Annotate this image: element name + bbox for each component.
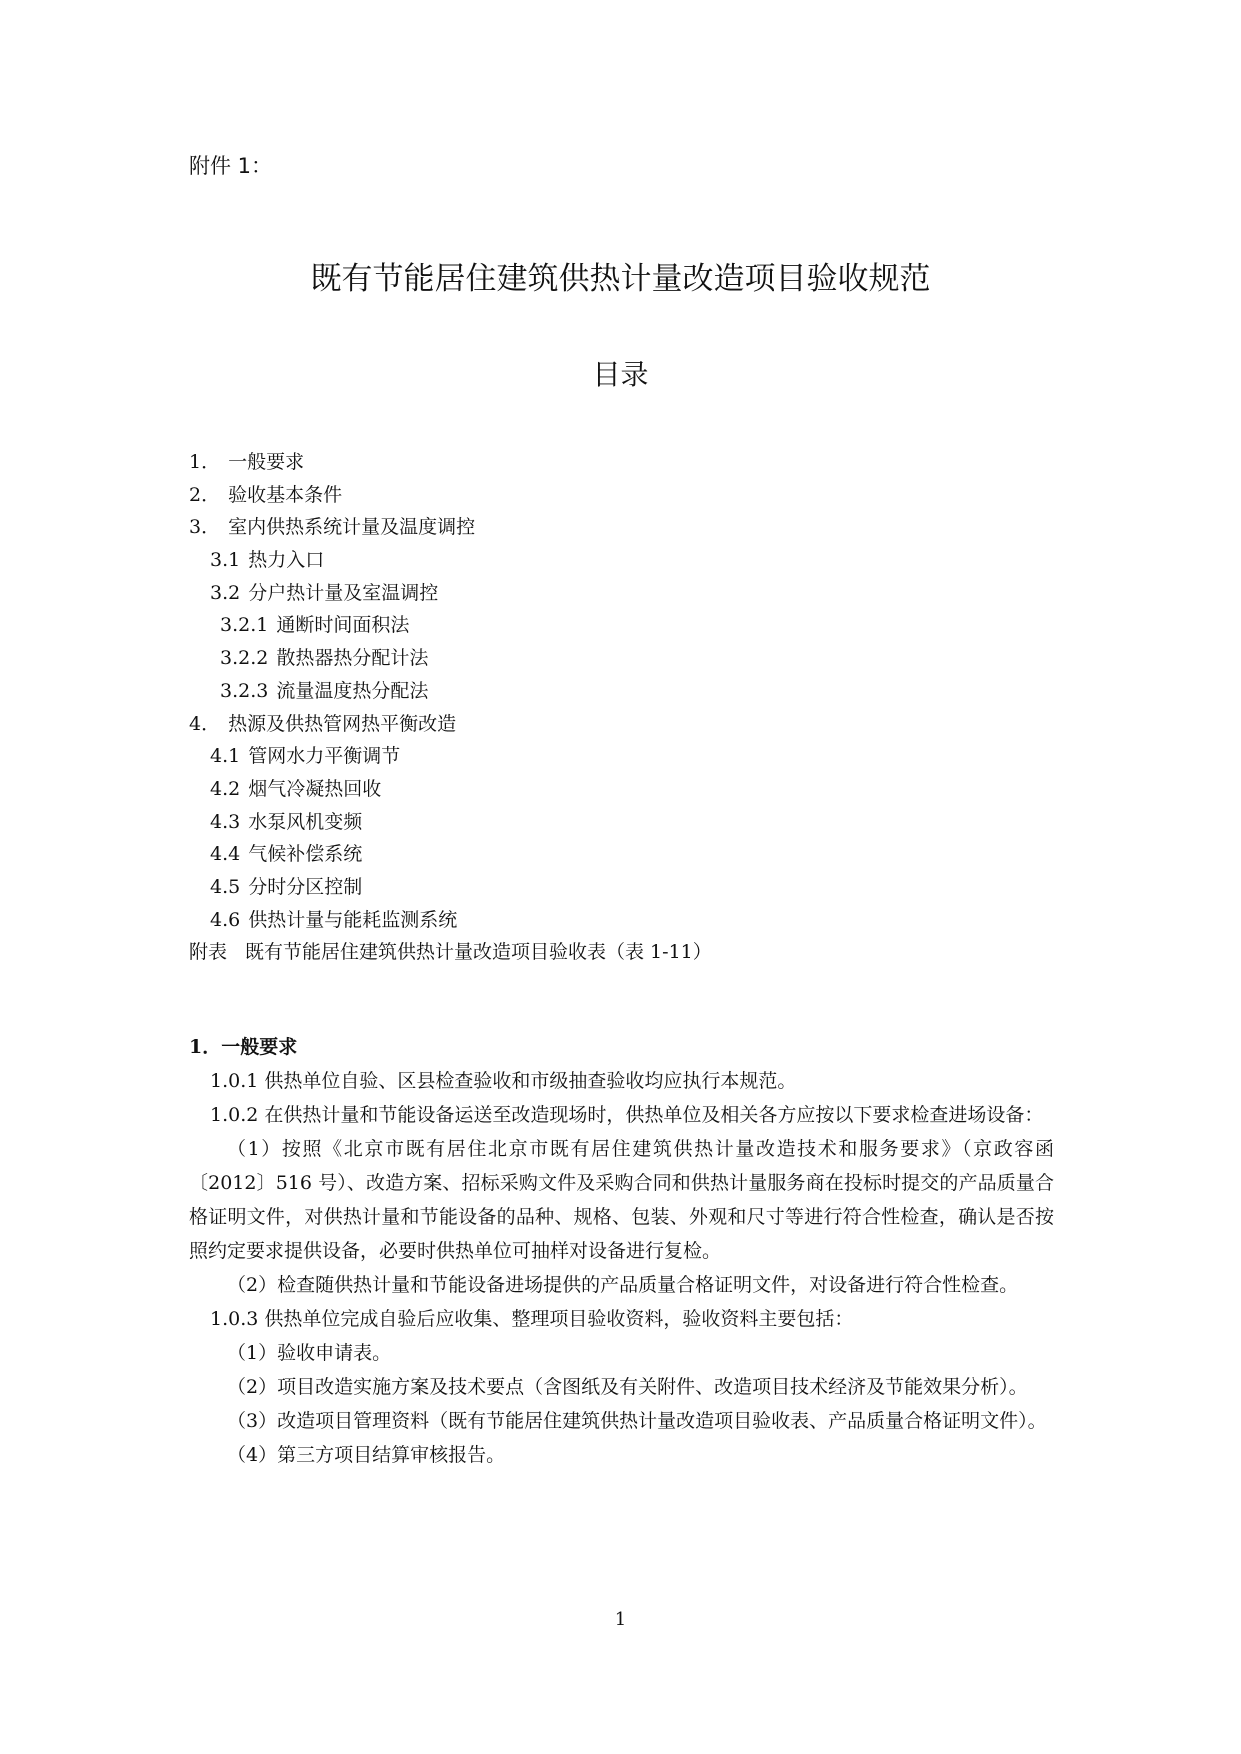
toc-item-number: 4.6 bbox=[210, 908, 241, 931]
paragraph: 1.0.2 在供热计量和节能设备运送至改造现场时，供热单位及相关各方应按以下要求检查进场设备： bbox=[210, 1104, 1044, 1126]
toc-item-text: 既有节能居住建筑供热计量改造项目验收表（表 1-11） bbox=[245, 941, 712, 964]
toc-item-number: 4.2 bbox=[210, 777, 241, 800]
toc-item[interactable] bbox=[189, 675, 712, 708]
toc-item-number: 3.1 bbox=[210, 549, 241, 572]
toc-item-text: 通断时间面积法 bbox=[276, 614, 410, 637]
toc-item-text: 散热器热分配计法 bbox=[276, 647, 429, 670]
toc-item-text: 热力入口 bbox=[248, 549, 325, 572]
table-of-contents bbox=[189, 446, 712, 969]
toc-item-number: 2． bbox=[189, 483, 221, 506]
toc-item-text: 烟气冷凝热回收 bbox=[248, 777, 382, 800]
paragraph: （1）按照《北京市既有居住北京市既有居住建筑供热计量改造技术和服务要求》（京政容函〔2012〕516 号）、改造方案、招标采购文件及采购合同和供热计量服务商在投标时提交的产品质量合格证明文件，对供热计量和节能设备的品种、规格、包装、外观和尺寸等进行符合性检查，确认是否按照约定要求提供设备，必要时供热单位可抽样对设备进行复检。 bbox=[189, 1138, 1054, 1262]
toc-item[interactable] bbox=[189, 871, 712, 904]
toc-item-text: 一般要求 bbox=[228, 451, 305, 473]
paragraph: 1.0.1 供热单位自验、区县检查验收和市级抽查验收均应执行本规范。 bbox=[210, 1070, 797, 1092]
paragraph: （2）项目改造实施方案及技术要点（含图纸及有关附件、改造项目技术经济及节能效果分析）。 bbox=[227, 1376, 1028, 1398]
toc-item-text: 分时分区控制 bbox=[248, 875, 363, 898]
toc-item-text: 验收基本条件 bbox=[228, 483, 343, 506]
toc-item[interactable] bbox=[189, 609, 712, 642]
attachment-label: 附件 1： bbox=[189, 154, 273, 178]
toc-item-number: 1． bbox=[189, 451, 221, 473]
document-title: 既有节能居住建筑供热计量改造项目验收规范 bbox=[310, 261, 931, 297]
page-number: 1 bbox=[614, 1609, 627, 1630]
toc-heading: 目录 bbox=[592, 358, 649, 391]
toc-item[interactable] bbox=[189, 708, 712, 741]
paragraph: 1.0.3 供热单位完成自验后应收集、整理项目验收资料，验收资料主要包括： bbox=[210, 1308, 854, 1330]
toc-item-number: 4． bbox=[189, 712, 221, 735]
toc-item-number: 3.2.2 bbox=[220, 647, 269, 670]
toc-item-number: 4.1 bbox=[210, 745, 241, 768]
paragraph: （3）改造项目管理资料（既有节能居住建筑供热计量改造项目验收表、产品质量合格证明文件）。 bbox=[227, 1410, 1047, 1432]
toc-item[interactable] bbox=[189, 904, 712, 937]
toc-item-text: 流量温度热分配法 bbox=[276, 679, 429, 702]
toc-item-text: 热源及供热管网热平衡改造 bbox=[228, 712, 457, 735]
toc-item-text: 室内供热系统计量及温度调控 bbox=[228, 516, 476, 539]
toc-item-number: 3.2.3 bbox=[220, 679, 269, 702]
toc-item-number: 4.5 bbox=[210, 875, 241, 898]
toc-item[interactable] bbox=[189, 446, 712, 479]
toc-item-number: 4.4 bbox=[210, 843, 241, 866]
toc-item-number: 附表 bbox=[189, 941, 228, 964]
paragraph: （1）验收申请表。 bbox=[227, 1342, 392, 1364]
toc-item[interactable] bbox=[189, 806, 712, 839]
toc-item-number: 3． bbox=[189, 516, 221, 539]
toc-item[interactable] bbox=[189, 838, 712, 871]
toc-item-number: 4.3 bbox=[210, 810, 241, 833]
toc-item[interactable] bbox=[189, 577, 712, 610]
paragraph: （4）第三方项目结算审核报告。 bbox=[227, 1444, 506, 1466]
toc-item-text: 供热计量与能耗监测系统 bbox=[248, 908, 458, 931]
toc-item-number: 3.2 bbox=[210, 581, 241, 604]
toc-item-text: 分户热计量及室温调控 bbox=[248, 581, 439, 604]
toc-item[interactable] bbox=[189, 740, 712, 773]
toc-item-number: 3.2.1 bbox=[220, 614, 269, 637]
toc-item[interactable] bbox=[189, 511, 712, 544]
toc-item-text: 气候补偿系统 bbox=[248, 843, 363, 866]
toc-item[interactable] bbox=[189, 479, 712, 512]
section-general-requirements bbox=[189, 1030, 1054, 1472]
toc-item[interactable] bbox=[189, 936, 712, 969]
toc-item[interactable] bbox=[189, 773, 712, 806]
section-title: 1．一般要求 bbox=[189, 1036, 298, 1058]
toc-item-text: 水泵风机变频 bbox=[248, 810, 363, 833]
paragraph: （2）检查随供热计量和节能设备进场提供的产品质量合格证明文件，对设备进行符合性检查。 bbox=[227, 1274, 1019, 1296]
toc-item[interactable] bbox=[189, 642, 712, 675]
toc-item-text: 管网水力平衡调节 bbox=[248, 745, 401, 768]
toc-item[interactable] bbox=[189, 544, 712, 577]
